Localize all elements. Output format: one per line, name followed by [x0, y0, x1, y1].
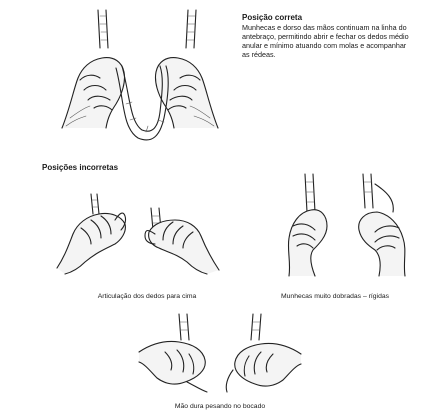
description-line: as rédeas.: [242, 49, 276, 59]
hands-wrists-bent-icon: [275, 172, 415, 282]
caption-knuckles-up: Articulação dos dedos para cima: [97, 293, 197, 300]
hands-knuckles-up-icon: [55, 190, 235, 280]
incorrect-positions-title: Posições incorretas: [42, 163, 119, 172]
correct-position-title: Posição correta: [242, 13, 303, 22]
caption-wrists-bent: Munhecas muito dobradas – rígidas: [280, 293, 390, 300]
hands-holding-reins-correct-icon: [60, 8, 220, 148]
description-line: Munhecas e dorso das mãos continuam na linha do: [242, 23, 407, 32]
description-line: antebraço, permitindo abrir e fechar os dedos médio: [242, 31, 409, 41]
description-line: anular e mínimo atuando com molas e acompanhar: [242, 40, 407, 50]
correct-position-description: [242, 24, 427, 60]
hands-heavy-on-bit-icon: [135, 312, 305, 394]
caption-heavy-hand: Mão dura pesando no bocado: [174, 403, 266, 410]
